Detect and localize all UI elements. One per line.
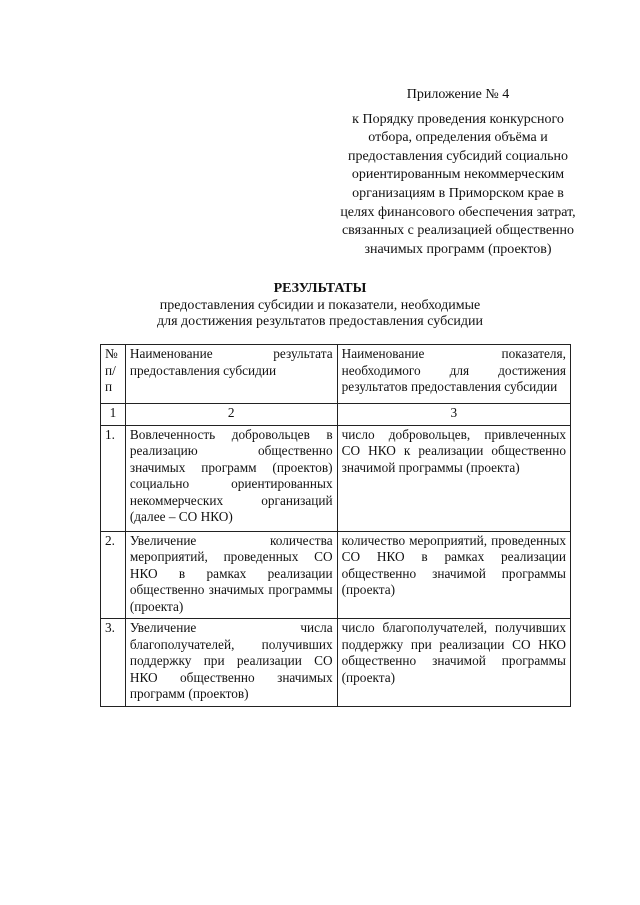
title-subtitle-line2: для достижения результатов предоставления субсидии bbox=[156, 314, 484, 329]
row-indicator: число добровольцев, привлеченных СО НКО к реализации общественно значимой программы (проекта) bbox=[337, 425, 570, 531]
row-result: Увеличение числа благополучателей, получивших поддержку при реализации СО НКО общественно значимых программ (проектов) bbox=[125, 619, 337, 707]
table-row bbox=[101, 531, 571, 619]
appendix-line: отбора, определения объёма и bbox=[368, 130, 548, 146]
appendix-line: организациям в Приморском крае в bbox=[352, 185, 564, 201]
row-result: Увеличение количества мероприятий, проведенных СО НКО в рамках реализации общественно значимых программы (проекта) bbox=[125, 531, 337, 619]
appendix-line: к Порядку проведения конкурсного bbox=[352, 111, 564, 127]
row-indicator: количество мероприятий, проведенных СО НКО в рамках реализации общественно значимой программы (проекта) bbox=[337, 531, 570, 619]
row-result: Вовлеченность добровольцев в реализацию общественно значимых программ (проектов) социально ориентированных некоммерческих организаций (далее – СО НКО) bbox=[125, 425, 337, 531]
column-number: 1 bbox=[101, 404, 126, 426]
header-result: Наименование результата предоставления субсидии bbox=[125, 345, 337, 404]
appendix-line: ориентированным некоммерческим bbox=[351, 167, 565, 183]
column-number: 3 bbox=[337, 404, 570, 426]
header-indicator: Наименование показателя, необходимого для достижения результатов предоставления субсидии bbox=[337, 345, 570, 404]
title-heading: РЕЗУЛЬТАТЫ bbox=[273, 281, 367, 296]
table-row bbox=[101, 619, 571, 707]
appendix-line: целях финансового обеспечения затрат, bbox=[340, 204, 576, 220]
title-subtitle-line1: предоставления субсидии и показатели, необходимые bbox=[159, 297, 481, 313]
results-table bbox=[100, 344, 571, 707]
column-number-row bbox=[101, 404, 571, 426]
appendix-line: предоставления субсидий социально bbox=[348, 148, 568, 164]
row-number: 1. bbox=[101, 425, 126, 531]
appendix-number: Приложение № 4 bbox=[406, 87, 510, 102]
appendix-block bbox=[328, 86, 588, 259]
table-header-row bbox=[101, 345, 571, 404]
row-number: 3. bbox=[101, 619, 126, 707]
table-row bbox=[101, 425, 571, 531]
row-indicator: число благополучателей, получивших поддержку при реализации СО НКО общественно значимой программы (проекта) bbox=[337, 619, 570, 707]
header-number: № п/п bbox=[101, 345, 126, 404]
appendix-line: связанных с реализацией общественно bbox=[341, 223, 575, 239]
appendix-line: значимых программ (проектов) bbox=[364, 241, 552, 257]
document-title bbox=[120, 281, 520, 331]
column-number: 2 bbox=[125, 404, 337, 426]
row-number: 2. bbox=[101, 531, 126, 619]
